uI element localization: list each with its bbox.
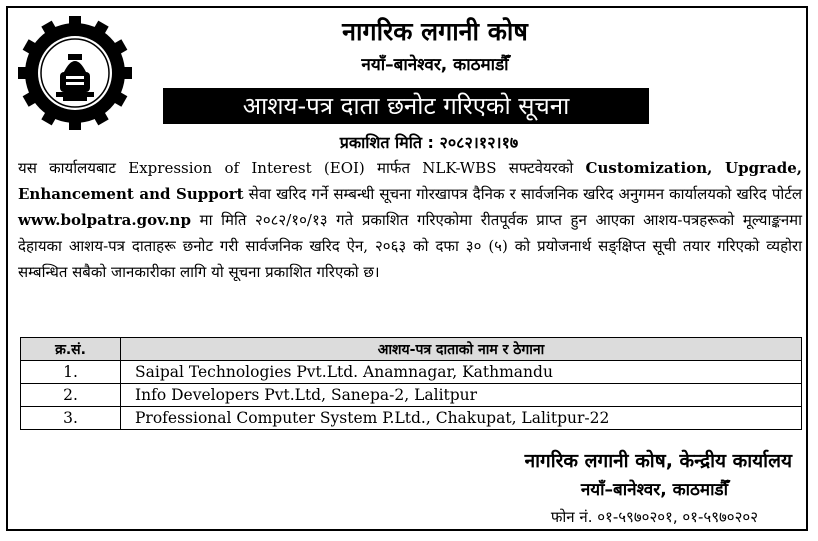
service-name: Customization, Upgrade, Enhancement and Support [18, 159, 802, 203]
footer-address: नयाँ–बानेश्वर, काठमाडौँ [580, 480, 728, 500]
footer-office: नागरिक लगानी कोष, केन्द्रीय कार्यालय [524, 450, 792, 472]
table-row [21, 384, 802, 407]
logo-year: २०४७ [65, 109, 85, 119]
notice-title: आशय-पत्र दाता छनोट गरिएको सूचना [163, 88, 649, 124]
organization-name: नागरिक लगानी कोष [342, 17, 528, 46]
row-vendor: Info Developers Pvt.Ltd, Sanepa-2, Lalitpur [121, 384, 802, 407]
published-date: प्रकाशित मिति : २०८२।१२।१७ [339, 133, 519, 152]
row-serial: 1. [21, 361, 121, 384]
table-row [21, 361, 802, 384]
body-text-part: मा मिति २०८२/१०/१३ गते प्रकाशित गरिएकोमा रीतपूर्वक प्राप्त हुन आएका आशय-पत्रहरूको मूल्याङ्कनमा देहायका आशय-पत्र दाताहरू छनोट गरी सार्वजनिक खरिद ऐन, २०६३ को दफा ३० (५) को प्रयोजनार्थ सङ्क्षिप्त सूची तयार गरिएको व्यहोरा सम्बन्धित सबैको जानकारीका लागि यो सूचना प्रकाशित गरिएको छ। [18, 211, 802, 281]
notice-body [18, 155, 802, 285]
footer-phone: फोन नं. ०१-५९७०२०१, ०१-५९७०२०२ [550, 508, 758, 526]
table-header-row [21, 338, 802, 361]
body-text-part: यस कार्यालयबाट Expression of Interest (EOI) मार्फत NLK-WBS सफ्टवेयरको [18, 159, 586, 177]
row-vendor: Professional Computer System P.Ltd., Chakupat, Lalitpur-22 [121, 407, 802, 430]
row-serial: 3. [21, 407, 121, 430]
body-text-part: सेवा खरिद गर्ने सम्बन्धी सूचना गोरखापत्र दैनिक र सार्वजनिक खरिद अनुगमन कार्यालयको खरिद पोर्टल [243, 185, 803, 203]
organization-address: नयाँ–बानेश्वर, काठमाडौँ [361, 55, 509, 75]
shortlist-table [20, 337, 802, 430]
header-name-address: आशय-पत्र दाताको नाम र ठेगाना [121, 338, 802, 361]
row-vendor: Saipal Technologies Pvt.Ltd. Anamnagar, Kathmandu [121, 361, 802, 384]
row-serial: 2. [21, 384, 121, 407]
table-row [21, 407, 802, 430]
portal-url: www.bolpatra.gov.np [18, 211, 191, 229]
header-serial: क्र.सं. [21, 338, 121, 361]
